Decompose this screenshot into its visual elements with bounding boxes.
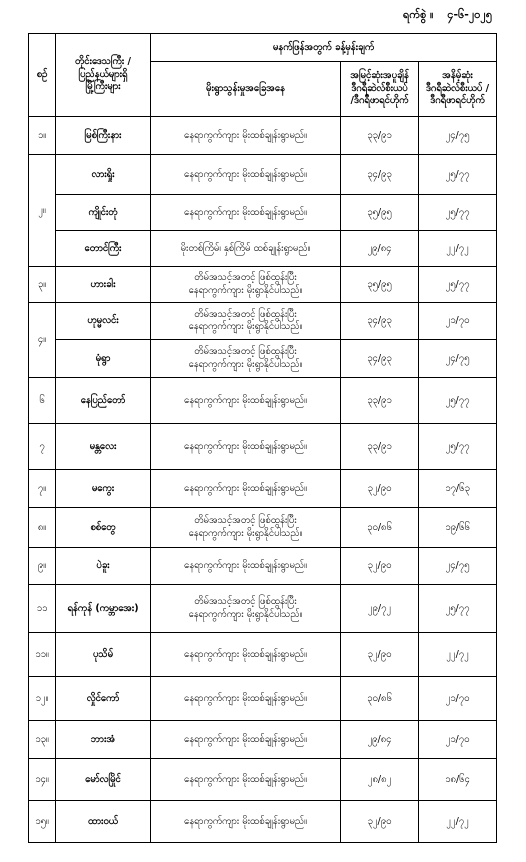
row-max-temp: ၃၅/၉၅ xyxy=(341,195,419,231)
row-max-temp: ၃၄/၉၃ xyxy=(341,303,419,340)
row-max-temp: ၃၀/၈၆ xyxy=(341,508,419,548)
date-line xyxy=(393,8,492,24)
header-region: တိုင်းဒေသကြီး / ပြည်နယ်များရှိ မြို့ကြီးများ xyxy=(56,34,151,117)
row-no: ၁၁ xyxy=(29,585,56,633)
row-no: ၈။ xyxy=(29,508,56,548)
row-no: ၁၃။ xyxy=(29,721,56,759)
row-city: လှိုင်ကော် xyxy=(56,677,151,721)
row-min-temp: ၂၅/၇၇ xyxy=(419,195,497,231)
row-city: နေပြည်တော် xyxy=(56,378,151,424)
row-rain: နေရာကွက်ကျား မိုးထစ်ချုန်းရွာမည်။ xyxy=(151,677,341,721)
row-city: တောင်ကြီး xyxy=(56,231,151,267)
row-city: ကျိုင်းတုံ xyxy=(56,195,151,231)
row-min-temp: ၂၂/၇၂ xyxy=(419,633,497,677)
row-max-temp: ၃၂/၉၀ xyxy=(341,801,419,843)
row-city: မုံရွာ xyxy=(56,340,151,378)
row-city: ပုသိမ် xyxy=(56,633,151,677)
row-city: ဟုမ္မလင်း xyxy=(56,303,151,340)
row-max-temp: ၃၂/၉၀ xyxy=(341,633,419,677)
row-max-temp: ၃၃/၉၁ xyxy=(341,378,419,424)
header-forecast-group: မနက်ဖြန်အတွက် ခန့်မှန်းချက် xyxy=(151,34,497,62)
row-rain: တိမ်အသင့်အတင့် ဖြစ်ထွန်းပြီး နေရာကွက်ကျား မိုးရွာနိုင်ပါသည်။ xyxy=(151,508,341,548)
row-min-temp: ၂၂/၇၂ xyxy=(419,231,497,267)
row-max-temp: ၃၂/၉၀ xyxy=(341,548,419,585)
row-no: ၄။ xyxy=(29,303,56,378)
row-rain: မိုးတစ်ကြိမ်၊ နှစ်ကြိမ် ထစ်ချုန်းရွာမည်။ xyxy=(151,231,341,267)
header-max-temp: အမြင့်ဆုံးအပူချိန် ဒီဂရီဆဲလ်စီးယပ် /ဒီဂရီဖာရင်ဟိုက် xyxy=(341,62,419,117)
row-min-temp: ၂၂/၇၂ xyxy=(419,801,497,843)
row-no: ၃။ xyxy=(29,267,56,303)
row-rain: နေရာကွက်ကျား မိုးထစ်ချုန်းရွာမည်။ xyxy=(151,195,341,231)
page-label: ရက်စွဲ ။ xyxy=(403,8,434,21)
row-no: ၆ xyxy=(29,378,56,424)
row-city: ထားဝယ် xyxy=(56,801,151,843)
row-max-temp: ၃၄/၉၃ xyxy=(341,155,419,195)
row-min-temp: ၂၅/၇၇ xyxy=(419,155,497,195)
row-max-temp: ၂၈/၈၂ xyxy=(341,759,419,801)
row-no: ၇ xyxy=(29,424,56,470)
row-rain: နေရာကွက်ကျား မိုးထစ်ချုန်းရွာမည်။ xyxy=(151,633,341,677)
row-max-temp: ၃၂/၉၀ xyxy=(341,470,419,508)
row-rain: နေရာကွက်ကျား မိုးထစ်ချုန်းရွာမည်။ xyxy=(151,759,341,801)
row-city: ဟားခါး xyxy=(56,267,151,303)
row-city: ပဲခူး xyxy=(56,548,151,585)
row-no: ၁။ xyxy=(29,117,56,155)
row-min-temp: ၂၁/၇၀ xyxy=(419,303,497,340)
row-rain: နေရာကွက်ကျား မိုးထစ်ချုန်းရွာမည်။ xyxy=(151,155,341,195)
row-city: ရန်ကုန် (ကမ္ဘာအေး) xyxy=(56,585,151,633)
report-date: ၄-၆-၂၀၂၅ xyxy=(447,8,492,21)
row-rain: နေရာကွက်ကျား မိုးထစ်ချုန်းရွာမည်။ xyxy=(151,801,341,843)
header-min-temp: အနိမ့်ဆုံး ဒီဂရီဆဲလ်စီးယပ် / ဒီဂရီဖာရင်ဟိုက် xyxy=(419,62,497,117)
row-max-temp: ၂၉/၇၂ xyxy=(341,585,419,633)
row-no: ၇။ xyxy=(29,470,56,508)
row-no: ၉။ xyxy=(29,548,56,585)
row-city: မြစ်ကြီးနား xyxy=(56,117,151,155)
header-rain: မိုးရွာသွန်းမှုအခြေအနေ xyxy=(151,62,341,117)
row-rain: နေရာကွက်ကျား မိုးထစ်ချုန်းရွာမည်။ xyxy=(151,378,341,424)
row-min-temp: ၂၁/၇၀ xyxy=(419,721,497,759)
row-max-temp: ၃၀/၈၆ xyxy=(341,677,419,721)
row-city: ဘားအံ xyxy=(56,721,151,759)
row-no: ၁၂။ xyxy=(29,677,56,721)
row-rain: တိမ်အသင့်အတင့် ဖြစ်ထွန်းပြီး နေရာကွက်ကျား မိုးရွာနိုင်ပါသည်။ xyxy=(151,303,341,340)
row-min-temp: ၂၁/၇၀ xyxy=(419,677,497,721)
row-max-temp: ၃၃/၉၁ xyxy=(341,117,419,155)
row-min-temp: ၂၄/၇၅ xyxy=(419,340,497,378)
row-max-temp: ၃၃/၉၁ xyxy=(341,424,419,470)
row-city: မော်လမြိုင် xyxy=(56,759,151,801)
row-min-temp: ၂၄/၇၅ xyxy=(419,548,497,585)
row-no: ၁၄။ xyxy=(29,759,56,801)
row-max-temp: ၂၉/၈၄ xyxy=(341,721,419,759)
row-no: ၂။ xyxy=(29,155,56,267)
row-min-temp: ၂၅/၇၇ xyxy=(419,378,497,424)
row-min-temp: ၂၄/၇၅ xyxy=(419,117,497,155)
row-city: စစ်တွေ xyxy=(56,508,151,548)
row-rain: နေရာကွက်ကျား မိုးထစ်ချုန်းရွာမည်။ xyxy=(151,470,341,508)
row-no: ၁၁။ xyxy=(29,633,56,677)
row-city: မန္တလေး xyxy=(56,424,151,470)
weather-forecast-table xyxy=(28,33,497,843)
row-rain: နေရာကွက်ကျား မိုးထစ်ချုန်းရွာမည်။ xyxy=(151,721,341,759)
row-max-temp: ၃၄/၉၃ xyxy=(341,340,419,378)
row-rain: နေရာကွက်ကျား မိုးထစ်ချုန်းရွာမည်။ xyxy=(151,424,341,470)
row-min-temp: ၁၇/၆၃ xyxy=(419,470,497,508)
row-rain: တိမ်အသင့်အတင့် ဖြစ်ထွန်းပြီး နေရာကွက်ကျား မိုးရွာနိုင်ပါသည်။ xyxy=(151,585,341,633)
row-rain: တိမ်အသင့်အတင့် ဖြစ်ထွန်းပြီး နေရာကွက်ကျား မိုးရွာနိုင်ပါသည်။ xyxy=(151,340,341,378)
row-min-temp: ၂၅/၇၇ xyxy=(419,424,497,470)
row-rain: နေရာကွက်ကျား မိုးထစ်ချုန်းရွာမည်။ xyxy=(151,117,341,155)
header-no: စဉ် xyxy=(29,34,56,117)
row-min-temp: ၁၉/၆၆ xyxy=(419,508,497,548)
row-rain: တိမ်အသင့်အတင့် ဖြစ်ထွန်းပြီး နေရာကွက်ကျား မိုးရွာနိုင်ပါသည်။ xyxy=(151,267,341,303)
row-city: လားရှိုး xyxy=(56,155,151,195)
row-max-temp: ၂၉/၈၄ xyxy=(341,231,419,267)
row-no: ၁၅။ xyxy=(29,801,56,843)
row-min-temp: ၂၅/၇၇ xyxy=(419,267,497,303)
row-max-temp: ၃၅/၉၅ xyxy=(341,267,419,303)
row-min-temp: ၁၈/၆၄ xyxy=(419,759,497,801)
row-rain: နေရာကွက်ကျား မိုးထစ်ချုန်းရွာမည်။ xyxy=(151,548,341,585)
row-min-temp: ၂၅/၇၇ xyxy=(419,585,497,633)
row-city: မကွေး xyxy=(56,470,151,508)
